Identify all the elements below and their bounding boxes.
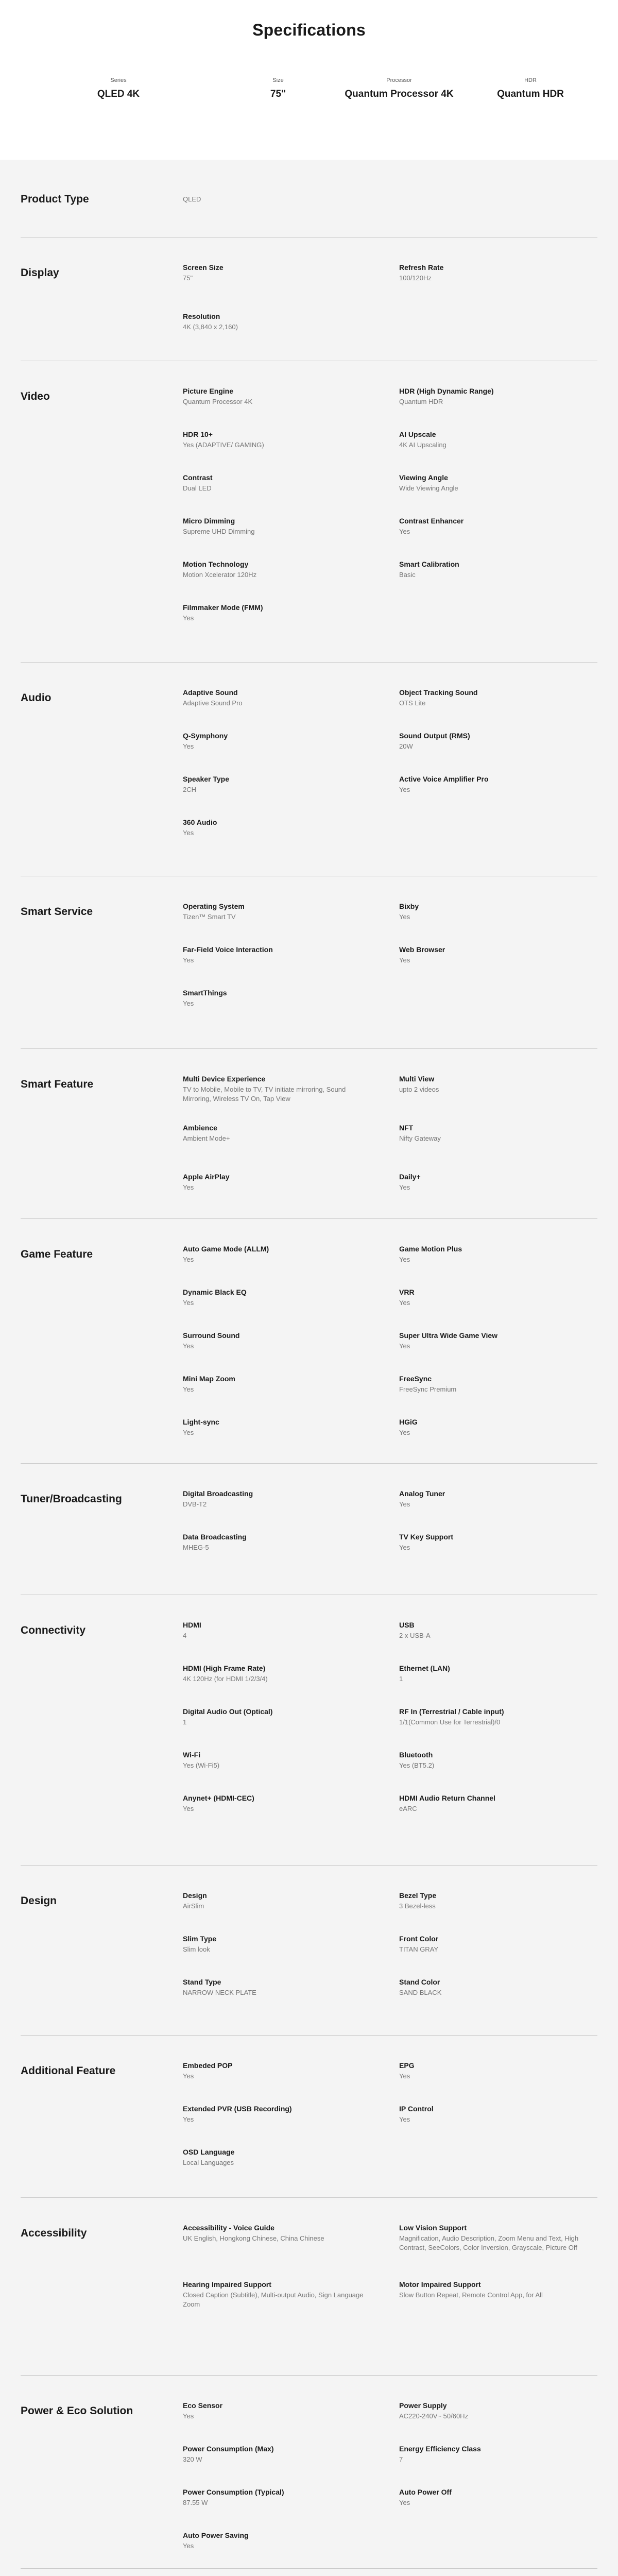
spec-item: [183, 312, 373, 332]
spec-label: Mini Map Zoom: [183, 1375, 235, 1383]
spec-item: [183, 1891, 373, 1911]
spec-label: Ethernet (LAN): [399, 1664, 450, 1672]
spec-item: [399, 731, 590, 751]
spec-item: [183, 191, 373, 204]
spec-item: [399, 945, 590, 965]
spec-item: [399, 1287, 590, 1308]
highlight-value: Quantum Processor 4K: [345, 89, 454, 99]
spec-item: [399, 2223, 590, 2252]
spec-item: [183, 2104, 373, 2124]
spec-label: Object Tracking Sound: [399, 688, 478, 697]
spec-label: Light-sync: [183, 1418, 219, 1426]
spec-label: Sound Output (RMS): [399, 732, 470, 740]
spec-item: [399, 1331, 590, 1351]
section-title: Game Feature: [21, 1248, 93, 1260]
spec-value: Adaptive Sound Pro: [183, 699, 243, 707]
spec-item: [399, 1417, 590, 1437]
spec-item: [399, 2104, 590, 2124]
spec-label: Slim Type: [183, 1935, 217, 1943]
spec-section: [21, 1218, 597, 1464]
spec-section: [21, 237, 597, 361]
spec-value: eARC: [399, 1805, 417, 1812]
spec-section: [21, 1865, 597, 2036]
spec-label: Active Voice Amplifier Pro: [399, 775, 489, 783]
spec-label: Motor Impaired Support: [399, 2280, 481, 2289]
section-title: Connectivity: [21, 1624, 86, 1636]
section-title: Smart Service: [21, 906, 93, 918]
spec-item: [183, 1123, 373, 1143]
spec-label: Surround Sound: [183, 1331, 240, 1340]
spec-label: Dynamic Black EQ: [183, 1288, 247, 1296]
spec-item: [183, 1707, 373, 1727]
spec-label: RF In (Terrestrial / Cable input): [399, 1707, 504, 1716]
spec-label: Low Vision Support: [399, 2224, 467, 2232]
section-title: Product Type: [21, 193, 89, 205]
spec-label: EPG: [399, 2061, 415, 2070]
spec-item: [183, 1977, 373, 1997]
spec-label: Daily+: [399, 1173, 421, 1181]
section-title: Design: [21, 1895, 57, 1907]
section-title: Accessibility: [21, 2227, 87, 2239]
spec-value: Yes: [399, 1500, 410, 1508]
spec-label: Accessibility - Voice Guide: [183, 2224, 274, 2232]
spec-value: Yes: [399, 2499, 410, 2506]
spec-label: Extended PVR (USB Recording): [183, 2105, 292, 2113]
spec-value: Yes: [183, 2412, 194, 2420]
spec-value: Wide Viewing Angle: [399, 484, 458, 492]
spec-label: Auto Power Saving: [183, 2531, 249, 2539]
spec-label: VRR: [399, 1288, 415, 1296]
spec-value: Yes: [183, 742, 194, 750]
spec-label: Filmmaker Mode (FMM): [183, 603, 263, 612]
spec-item: [183, 2401, 373, 2421]
spec-item: [399, 560, 590, 580]
spec-value: Yes: [183, 2542, 194, 2550]
spec-value: Yes: [183, 829, 194, 837]
section-title: Smart Feature: [21, 1078, 94, 1090]
spec-label: Game Motion Plus: [399, 1245, 462, 1253]
spec-value: DVB-T2: [183, 1500, 207, 1508]
spec-section: [21, 2197, 597, 2376]
spec-label: Bluetooth: [399, 1751, 433, 1759]
spec-label: 360 Audio: [183, 818, 217, 826]
spec-item: [183, 1532, 373, 1552]
spec-item: [183, 731, 373, 751]
spec-item: [399, 2487, 590, 2507]
spec-item: [183, 688, 373, 708]
page-title: Specifications: [252, 21, 366, 39]
spec-label: HGiG: [399, 1418, 418, 1426]
spec-value: upto 2 videos: [399, 1086, 439, 1093]
spec-item: [399, 473, 590, 493]
spec-value: 87.55 W: [183, 2499, 208, 2506]
spec-item: [183, 516, 373, 536]
spec-value: Yes: [183, 1256, 194, 1263]
spec-label: NFT: [399, 1124, 414, 1132]
spec-value: 75": [183, 274, 193, 282]
spec-label: Power Consumption (Max): [183, 2445, 274, 2453]
spec-value: Yes: [183, 1429, 194, 1436]
spec-value: Quantum Processor 4K: [183, 398, 253, 405]
spec-label: Design: [183, 1891, 207, 1900]
spec-item: [399, 1620, 590, 1640]
spec-label: Stand Color: [399, 1978, 440, 1986]
spec-value: 7: [399, 2455, 403, 2463]
spec-value: Motion Xcelerator 120Hz: [183, 571, 257, 579]
spec-item: [183, 1750, 373, 1770]
spec-label: HDMI Audio Return Channel: [399, 1794, 495, 1802]
spec-value: Yes: [183, 1805, 194, 1812]
spec-item: [399, 2061, 590, 2081]
spec-section: [21, 2035, 597, 2198]
specifications-header: [0, 0, 618, 160]
spec-value: Yes: [183, 1385, 194, 1393]
highlight-item: [216, 77, 340, 100]
spec-value: 1: [399, 1675, 403, 1683]
spec-label: Ambience: [183, 1124, 217, 1132]
spec-item: [183, 1934, 373, 1954]
spec-label: Multi Device Experience: [183, 1075, 266, 1083]
spec-value: Slow Button Repeat, Remote Control App, for All: [399, 2291, 543, 2299]
spec-section: [21, 1048, 597, 1219]
spec-item: [399, 430, 590, 450]
spec-label: USB: [399, 1621, 415, 1629]
spec-value: Yes: [183, 614, 194, 622]
spec-value: Yes: [399, 2072, 410, 2080]
spec-item: [399, 1074, 590, 1094]
spec-label: Bezel Type: [399, 1891, 437, 1900]
spec-value: Slim look: [183, 1945, 210, 1953]
spec-section: [21, 1595, 597, 1866]
spec-value: 4K 120Hz (for HDMI 1/2/3/4): [183, 1675, 268, 1683]
spec-value: Yes: [183, 2072, 194, 2080]
spec-item: [399, 1977, 590, 1997]
spec-label: Apple AirPlay: [183, 1173, 230, 1181]
spec-value: QLED: [183, 195, 201, 203]
spec-item: [399, 688, 590, 708]
spec-item: [399, 386, 590, 406]
spec-label: AI Upscale: [399, 430, 436, 438]
spec-item: [183, 1417, 373, 1437]
spec-value: Nifty Gateway: [399, 1134, 441, 1142]
spec-label: Q-Symphony: [183, 732, 228, 740]
spec-label: Resolution: [183, 312, 220, 320]
spec-item: [183, 1287, 373, 1308]
spec-label: HDR 10+: [183, 430, 213, 438]
spec-value: 4: [183, 1632, 187, 1639]
spec-label: Motion Technology: [183, 560, 249, 568]
spec-label: Auto Power Off: [399, 2488, 452, 2496]
spec-value: Yes: [399, 1429, 410, 1436]
highlight-label: Processor: [386, 77, 412, 83]
spec-label: Embeded POP: [183, 2061, 233, 2070]
spec-item: [399, 2444, 590, 2464]
spec-value: Quantum HDR: [399, 398, 443, 405]
spec-label: HDMI (High Frame Rate): [183, 1664, 266, 1672]
spec-section: [21, 2375, 597, 2569]
spec-item: [183, 1664, 373, 1684]
spec-item: [183, 1489, 373, 1509]
spec-label: Multi View: [399, 1075, 435, 1083]
spec-item: [399, 1750, 590, 1770]
spec-item: [183, 2487, 373, 2507]
spec-label: OSD Language: [183, 2148, 235, 2156]
spec-section: [21, 876, 597, 1049]
spec-item: [183, 2147, 373, 2167]
section-title: Power & Eco Solution: [21, 2405, 133, 2417]
spec-label: IP Control: [399, 2105, 434, 2113]
section-title: Display: [21, 267, 59, 279]
spec-item: [183, 473, 373, 493]
spec-value: Magnification, Audio Description, Zoom Menu and Text, High Contrast, SeeColors, Color Inversion, Grayscale, Picture Off: [399, 2234, 579, 2251]
spec-item: [183, 902, 373, 922]
spec-item: [183, 1374, 373, 1394]
spec-value: Ambient Mode+: [183, 1134, 230, 1142]
spec-value: Local Languages: [183, 2159, 234, 2166]
spec-item: [399, 1707, 590, 1727]
spec-label: Operating System: [183, 902, 245, 910]
spec-item: [183, 818, 373, 838]
spec-value: Yes: [399, 1342, 410, 1350]
spec-label: FreeSync: [399, 1375, 432, 1383]
spec-section: [21, 2568, 597, 2576]
spec-value: Yes: [399, 786, 410, 793]
spec-label: Power Consumption (Typical): [183, 2488, 284, 2496]
spec-value: Yes (Wi-Fi5): [183, 1761, 220, 1769]
spec-label: Front Color: [399, 1935, 439, 1943]
highlight-label: Size: [272, 77, 284, 83]
highlight-value: 75": [270, 89, 286, 99]
spec-value: Basic: [399, 571, 416, 579]
spec-item: [183, 988, 373, 1008]
spec-label: Viewing Angle: [399, 473, 448, 482]
spec-item: [183, 386, 373, 406]
spec-section: [21, 662, 597, 876]
spec-item: [399, 2401, 590, 2421]
spec-value: Closed Caption (Subtitle), Multi-output Audio, Sign Language Zoom: [183, 2291, 364, 2308]
highlight-value: Quantum HDR: [497, 89, 564, 99]
spec-value: SAND BLACK: [399, 1989, 442, 1996]
spec-value: 2 x USB-A: [399, 1632, 431, 1639]
highlight-value: QLED 4K: [97, 89, 140, 99]
spec-item: [399, 1891, 590, 1911]
spec-value: Yes: [399, 913, 410, 921]
spec-item: [183, 430, 373, 450]
spec-item: [183, 560, 373, 580]
spec-value: Yes (ADAPTIVE/ GAMING): [183, 441, 264, 449]
highlight-item: [337, 77, 461, 100]
spec-item: [399, 902, 590, 922]
spec-value: 1/1(Common Use for Terrestrial)/0: [399, 1718, 501, 1726]
spec-value: MHEG-5: [183, 1544, 209, 1551]
spec-item: [183, 603, 373, 623]
spec-value: Dual LED: [183, 484, 212, 492]
spec-label: Hearing Impaired Support: [183, 2280, 271, 2289]
spec-label: Bixby: [399, 902, 419, 910]
spec-item: [183, 2223, 373, 2243]
spec-label: HDR (High Dynamic Range): [399, 387, 494, 395]
spec-label: Adaptive Sound: [183, 688, 238, 697]
spec-value: Yes: [399, 956, 410, 964]
spec-value: Yes (BT5.2): [399, 1761, 435, 1769]
spec-label: Wi-Fi: [183, 1751, 201, 1759]
spec-label: SmartThings: [183, 989, 227, 997]
spec-item: [399, 263, 590, 283]
spec-item: [399, 1172, 590, 1192]
spec-label: Speaker Type: [183, 775, 230, 783]
highlight-item: [57, 77, 180, 100]
spec-label: TV Key Support: [399, 1533, 454, 1541]
spec-value: FreeSync Premium: [399, 1385, 457, 1393]
spec-label: Eco Sensor: [183, 2401, 223, 2410]
highlight-item: [469, 77, 592, 100]
highlight-label: HDR: [524, 77, 537, 83]
spec-value: 20W: [399, 742, 413, 750]
spec-label: Screen Size: [183, 263, 224, 272]
spec-value: Tizen™ Smart TV: [183, 913, 236, 921]
spec-label: Micro Dimming: [183, 517, 235, 525]
spec-item: [399, 516, 590, 536]
spec-item: [183, 1331, 373, 1351]
spec-item: [183, 774, 373, 794]
spec-item: [399, 1489, 590, 1509]
spec-value: Yes: [399, 2115, 410, 2123]
spec-value: Yes: [183, 999, 194, 1007]
spec-value: 100/120Hz: [399, 274, 432, 282]
spec-section: [21, 1463, 597, 1595]
key-highlights: [0, 77, 618, 108]
spec-label: Digital Audio Out (Optical): [183, 1707, 273, 1716]
spec-item: [183, 1620, 373, 1640]
spec-label: Stand Type: [183, 1978, 221, 1986]
spec-item: [183, 1244, 373, 1264]
spec-item: [183, 1172, 373, 1192]
spec-item: [399, 1123, 590, 1143]
spec-value: 2CH: [183, 786, 197, 793]
spec-label: Far-Field Voice Interaction: [183, 945, 273, 954]
spec-label: Data Broadcasting: [183, 1533, 247, 1541]
spec-label: Analog Tuner: [399, 1489, 445, 1498]
spec-value: Yes: [399, 1299, 410, 1307]
spec-item: [399, 774, 590, 794]
spec-value: 4K AI Upscaling: [399, 441, 447, 449]
spec-value: 4K (3,840 x 2,160): [183, 323, 238, 331]
spec-label: Smart Calibration: [399, 560, 459, 568]
spec-value: Yes: [399, 1544, 410, 1551]
highlight-label: Series: [110, 77, 127, 83]
spec-value: Yes: [183, 1299, 194, 1307]
spec-label: Digital Broadcasting: [183, 1489, 253, 1498]
spec-value: TITAN GRAY: [399, 1945, 439, 1953]
spec-item: [183, 2061, 373, 2081]
spec-value: OTS Lite: [399, 699, 426, 707]
spec-label: Web Browser: [399, 945, 445, 954]
spec-item: [399, 1532, 590, 1552]
spec-item: [399, 1664, 590, 1684]
spec-item: [399, 1244, 590, 1264]
spec-item: [399, 1934, 590, 1954]
spec-label: Picture Engine: [183, 387, 234, 395]
spec-item: [183, 945, 373, 965]
spec-value: Yes: [183, 1342, 194, 1350]
spec-label: Power Supply: [399, 2401, 447, 2410]
spec-label: Contrast: [183, 473, 213, 482]
spec-item: [183, 263, 373, 283]
spec-value: AirSlim: [183, 1902, 204, 1910]
spec-value: 3 Bezel-less: [399, 1902, 436, 1910]
spec-section: [21, 361, 597, 663]
spec-label: Refresh Rate: [399, 263, 444, 272]
spec-label: Energy Efficiency Class: [399, 2445, 481, 2453]
spec-item: [183, 1793, 373, 1814]
spec-value: Yes: [183, 956, 194, 964]
spec-value: TV to Mobile, Mobile to TV, TV initiate mirroring, Sound Mirroring, Wireless TV On, Tap View: [183, 1086, 346, 1103]
section-title: Audio: [21, 692, 52, 704]
spec-label: HDMI: [183, 1621, 201, 1629]
spec-item: [399, 2280, 590, 2300]
section-title: Video: [21, 391, 50, 402]
section-title: Tuner/Broadcasting: [21, 1493, 122, 1505]
spec-item: [399, 1374, 590, 1394]
spec-item: [183, 2531, 373, 2551]
spec-value: Yes: [399, 528, 410, 535]
spec-value: AC220-240V~ 50/60Hz: [399, 2412, 469, 2420]
spec-section: [21, 160, 597, 238]
spec-item: [183, 1074, 373, 1104]
spec-item: [183, 2280, 373, 2309]
spec-value: Yes: [183, 2115, 194, 2123]
spec-value: Supreme UHD Dimming: [183, 528, 255, 535]
section-title: Additional Feature: [21, 2065, 116, 2077]
spec-label: Super Ultra Wide Game View: [399, 1331, 498, 1340]
spec-value: Yes: [399, 1183, 410, 1191]
spec-label: Auto Game Mode (ALLM): [183, 1245, 269, 1253]
spec-label: Anynet+ (HDMI-CEC): [183, 1794, 254, 1802]
spec-value: 1: [183, 1718, 187, 1726]
spec-value: 320 W: [183, 2455, 202, 2463]
spec-value: Yes: [183, 1183, 194, 1191]
spec-value: UK English, Hongkong Chinese, China Chinese: [183, 2234, 324, 2242]
spec-value: NARROW NECK PLATE: [183, 1989, 256, 1996]
spec-item: [399, 1793, 590, 1814]
spec-item: [183, 2444, 373, 2464]
spec-value: Yes: [399, 1256, 410, 1263]
spec-label: Contrast Enhancer: [399, 517, 464, 525]
